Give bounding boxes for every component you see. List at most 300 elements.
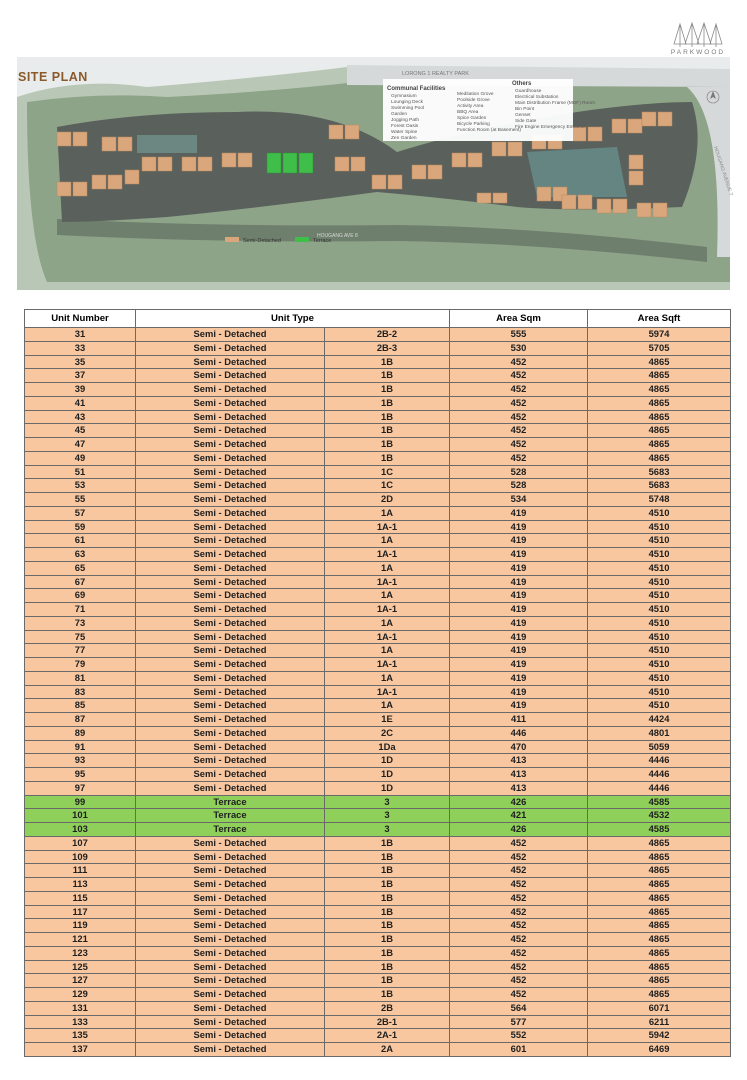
cell-area-sqft: 5683: [588, 465, 731, 479]
cell-unit-type: Semi - Detached: [136, 506, 325, 520]
table-row: [25, 465, 731, 479]
cell-type-code: 2A-1: [325, 1029, 450, 1043]
cell-area-sqm: 452: [450, 850, 588, 864]
cell-unit-type: Semi - Detached: [136, 383, 325, 397]
others-item: Electrical Substation: [515, 95, 559, 100]
cell-unit-type: Semi - Detached: [136, 548, 325, 562]
table-row: [25, 891, 731, 905]
cell-area-sqft: 4865: [588, 946, 731, 960]
cell-area-sqm: 419: [450, 534, 588, 548]
table-row: [25, 933, 731, 947]
cell-area-sqm: 555: [450, 328, 588, 342]
cell-unit-number: 35: [25, 355, 136, 369]
cell-area-sqm: 601: [450, 1043, 588, 1057]
cell-unit-number: 67: [25, 575, 136, 589]
cell-area-sqft: 4865: [588, 919, 731, 933]
cell-unit-number: 119: [25, 919, 136, 933]
cell-unit-type: Semi - Detached: [136, 960, 325, 974]
cell-unit-number: 39: [25, 383, 136, 397]
road-right-label: HOUGANG AVENUE 7: [712, 145, 734, 197]
cell-area-sqft: 6071: [588, 1001, 731, 1015]
table-row: [25, 369, 731, 383]
cell-type-code: 2B-2: [325, 328, 450, 342]
cell-area-sqm: 534: [450, 493, 588, 507]
cell-area-sqm: 419: [450, 520, 588, 534]
table-row: [25, 699, 731, 713]
cell-area-sqft: 4865: [588, 424, 731, 438]
cell-area-sqm: 452: [450, 836, 588, 850]
facility-item: Lounging Deck: [391, 100, 424, 105]
cell-area-sqm: 452: [450, 355, 588, 369]
cell-area-sqft: 6469: [588, 1043, 731, 1057]
cell-type-code: 1D: [325, 754, 450, 768]
cell-area-sqm: 446: [450, 726, 588, 740]
cell-unit-number: 47: [25, 438, 136, 452]
table-row: [25, 919, 731, 933]
cell-unit-number: 103: [25, 823, 136, 837]
cell-unit-number: 83: [25, 685, 136, 699]
cell-area-sqft: 4532: [588, 809, 731, 823]
cell-area-sqm: 421: [450, 809, 588, 823]
cell-area-sqm: 452: [450, 383, 588, 397]
cell-area-sqm: 419: [450, 699, 588, 713]
table-row: [25, 905, 731, 919]
cell-area-sqm: 528: [450, 479, 588, 493]
cell-area-sqm: 452: [450, 891, 588, 905]
cell-area-sqm: 413: [450, 754, 588, 768]
cell-unit-number: 61: [25, 534, 136, 548]
cell-unit-type: Semi - Detached: [136, 685, 325, 699]
cell-area-sqm: 452: [450, 905, 588, 919]
cell-unit-type: Semi - Detached: [136, 369, 325, 383]
cell-type-code: 1B: [325, 905, 450, 919]
cell-unit-type: Semi - Detached: [136, 726, 325, 740]
cell-area-sqft: 5059: [588, 740, 731, 754]
table-row: [25, 424, 731, 438]
others-item: Fire Engine Emergency Entrance: [515, 125, 586, 130]
cell-unit-type: Semi - Detached: [136, 836, 325, 850]
cell-unit-number: 65: [25, 561, 136, 575]
cell-unit-type: Semi - Detached: [136, 520, 325, 534]
cell-unit-type: Semi - Detached: [136, 781, 325, 795]
cell-area-sqft: 5748: [588, 493, 731, 507]
cell-unit-type: Semi - Detached: [136, 878, 325, 892]
cell-type-code: 1A: [325, 699, 450, 713]
unit-table: [24, 309, 731, 1057]
cell-type-code: 1B: [325, 438, 450, 452]
cell-unit-number: 133: [25, 1015, 136, 1029]
cell-unit-type: Semi - Detached: [136, 974, 325, 988]
cell-area-sqm: 452: [450, 878, 588, 892]
cell-unit-number: 85: [25, 699, 136, 713]
cell-unit-number: 77: [25, 644, 136, 658]
cell-type-code: 1A: [325, 534, 450, 548]
table-row: [25, 396, 731, 410]
table-row: [25, 534, 731, 548]
table-row: [25, 781, 731, 795]
cell-area-sqm: 452: [450, 974, 588, 988]
table-row: [25, 850, 731, 864]
table-row: [25, 754, 731, 768]
cell-type-code: 1B: [325, 946, 450, 960]
cell-area-sqm: 452: [450, 988, 588, 1002]
cell-area-sqft: 4446: [588, 781, 731, 795]
cell-area-sqft: 5705: [588, 341, 731, 355]
header-area-sqm: Area Sqm: [450, 310, 588, 328]
cell-type-code: 1B: [325, 933, 450, 947]
facility-item: Forest Oasis: [391, 124, 419, 129]
cell-area-sqm: 452: [450, 960, 588, 974]
cell-unit-type: Semi - Detached: [136, 713, 325, 727]
cell-unit-type: Semi - Detached: [136, 396, 325, 410]
cell-unit-number: 75: [25, 630, 136, 644]
cell-unit-type: Semi - Detached: [136, 561, 325, 575]
cell-area-sqm: 419: [450, 589, 588, 603]
table-row: [25, 603, 731, 617]
cell-unit-type: Semi - Detached: [136, 1043, 325, 1057]
cell-unit-number: 131: [25, 1001, 136, 1015]
table-row: [25, 506, 731, 520]
cell-type-code: 1A-1: [325, 575, 450, 589]
cell-unit-number: 89: [25, 726, 136, 740]
cell-unit-number: 41: [25, 396, 136, 410]
cell-type-code: 1B: [325, 974, 450, 988]
page-title: SITE PLAN: [18, 70, 88, 84]
cell-area-sqft: 4446: [588, 768, 731, 782]
table-row: [25, 878, 731, 892]
cell-unit-number: 123: [25, 946, 136, 960]
cell-unit-type: Semi - Detached: [136, 438, 325, 452]
table-row: [25, 589, 731, 603]
cell-type-code: 1D: [325, 768, 450, 782]
table-row: [25, 1001, 731, 1015]
cell-unit-type: Semi - Detached: [136, 1001, 325, 1015]
cell-unit-type: Semi - Detached: [136, 864, 325, 878]
cell-unit-number: 101: [25, 809, 136, 823]
cell-type-code: 1B: [325, 960, 450, 974]
cell-area-sqm: 452: [450, 933, 588, 947]
table-row: [25, 671, 731, 685]
cell-unit-number: 109: [25, 850, 136, 864]
table-row: [25, 726, 731, 740]
cell-unit-number: 33: [25, 341, 136, 355]
cell-area-sqft: 5683: [588, 479, 731, 493]
cell-unit-type: Semi - Detached: [136, 410, 325, 424]
cell-unit-type: Semi - Detached: [136, 933, 325, 947]
cell-area-sqm: 419: [450, 685, 588, 699]
cell-unit-number: 99: [25, 795, 136, 809]
legend-semi-label: Semi-Detached: [243, 238, 281, 244]
cell-type-code: 3: [325, 795, 450, 809]
cell-area-sqft: 4865: [588, 369, 731, 383]
table-row: [25, 328, 731, 342]
cell-area-sqm: 419: [450, 548, 588, 562]
cell-area-sqft: 4865: [588, 988, 731, 1002]
cell-area-sqft: 4865: [588, 878, 731, 892]
table-row: [25, 438, 731, 452]
others-item: Main Distribution Frame (MDF) Room: [515, 101, 595, 106]
cell-unit-type: Semi - Detached: [136, 658, 325, 672]
cell-type-code: 3: [325, 809, 450, 823]
cell-area-sqft: 4865: [588, 864, 731, 878]
cell-type-code: 1B: [325, 369, 450, 383]
table-row: [25, 479, 731, 493]
cell-unit-type: Semi - Detached: [136, 740, 325, 754]
cell-unit-number: 135: [25, 1029, 136, 1043]
cell-type-code: 1B: [325, 864, 450, 878]
cell-area-sqm: 419: [450, 671, 588, 685]
cell-type-code: 1C: [325, 479, 450, 493]
cell-area-sqft: 4510: [588, 575, 731, 589]
cell-area-sqm: 452: [450, 919, 588, 933]
cell-area-sqm: 452: [450, 946, 588, 960]
cell-area-sqm: 452: [450, 864, 588, 878]
facility-item: Gymnasium: [391, 94, 417, 99]
cell-type-code: 1A-1: [325, 658, 450, 672]
cell-unit-type: Semi - Detached: [136, 754, 325, 768]
cell-area-sqm: 452: [450, 410, 588, 424]
cell-area-sqm: 470: [450, 740, 588, 754]
cell-area-sqft: 4585: [588, 823, 731, 837]
communal-title: Communal Facilities: [387, 86, 446, 92]
cell-unit-number: 49: [25, 451, 136, 465]
cell-type-code: 1B: [325, 988, 450, 1002]
legend-terrace-swatch: [295, 237, 309, 242]
cell-unit-number: 69: [25, 589, 136, 603]
cell-area-sqft: 4510: [588, 630, 731, 644]
cell-area-sqm: 452: [450, 369, 588, 383]
header-unit-type: Unit Type: [136, 310, 450, 328]
table-row: [25, 713, 731, 727]
table-row: [25, 451, 731, 465]
cell-area-sqft: 4865: [588, 960, 731, 974]
cell-type-code: 2A: [325, 1043, 450, 1057]
facility-item: Water Spine: [391, 130, 418, 135]
legend-terrace-label: Terrace: [313, 238, 332, 244]
cell-area-sqft: 4865: [588, 836, 731, 850]
cell-type-code: 1C: [325, 465, 450, 479]
table-row: [25, 383, 731, 397]
cell-unit-type: Semi - Detached: [136, 988, 325, 1002]
cell-area-sqm: 564: [450, 1001, 588, 1015]
cell-unit-number: 127: [25, 974, 136, 988]
cell-area-sqft: 4510: [588, 534, 731, 548]
cell-area-sqm: 577: [450, 1015, 588, 1029]
cell-area-sqm: 419: [450, 658, 588, 672]
table-row: [25, 410, 731, 424]
cell-unit-number: 91: [25, 740, 136, 754]
table-row: [25, 864, 731, 878]
others-item: Side Gate: [515, 119, 537, 124]
cell-type-code: 1B: [325, 424, 450, 438]
cell-area-sqm: 419: [450, 644, 588, 658]
facility-item: Garden: [391, 112, 407, 117]
cell-unit-type: Semi - Detached: [136, 603, 325, 617]
cell-type-code: 1B: [325, 355, 450, 369]
facility-item: Activity Area: [457, 104, 484, 109]
cell-unit-number: 129: [25, 988, 136, 1002]
cell-area-sqft: 4865: [588, 933, 731, 947]
table-row: [25, 809, 731, 823]
cell-unit-number: 87: [25, 713, 136, 727]
cell-area-sqm: 530: [450, 341, 588, 355]
cell-unit-type: Semi - Detached: [136, 328, 325, 342]
cell-unit-type: Semi - Detached: [136, 589, 325, 603]
cell-unit-type: Terrace: [136, 823, 325, 837]
cell-area-sqft: 4865: [588, 905, 731, 919]
cell-area-sqft: 4510: [588, 506, 731, 520]
cell-unit-type: Semi - Detached: [136, 630, 325, 644]
cell-type-code: 1B: [325, 451, 450, 465]
cell-type-code: 1A-1: [325, 685, 450, 699]
cell-unit-number: 137: [25, 1043, 136, 1057]
cell-unit-type: Semi - Detached: [136, 946, 325, 960]
cell-area-sqm: 426: [450, 795, 588, 809]
cell-type-code: 1B: [325, 891, 450, 905]
cell-area-sqft: 4801: [588, 726, 731, 740]
cell-area-sqft: 4865: [588, 355, 731, 369]
cell-unit-number: 37: [25, 369, 136, 383]
cell-area-sqft: 5942: [588, 1029, 731, 1043]
cell-area-sqm: 452: [450, 396, 588, 410]
cell-area-sqft: 4510: [588, 589, 731, 603]
table-row: [25, 548, 731, 562]
cell-type-code: 2B: [325, 1001, 450, 1015]
cell-area-sqm: 452: [450, 451, 588, 465]
cell-area-sqft: 4865: [588, 396, 731, 410]
table-row: [25, 795, 731, 809]
cell-area-sqm: 426: [450, 823, 588, 837]
cell-unit-number: 117: [25, 905, 136, 919]
cell-unit-number: 79: [25, 658, 136, 672]
facility-item: Function Room (at Basement): [457, 128, 521, 133]
table-row: [25, 520, 731, 534]
cell-unit-number: 59: [25, 520, 136, 534]
cell-type-code: 1B: [325, 836, 450, 850]
cell-type-code: 1Da: [325, 740, 450, 754]
table-row: [25, 644, 731, 658]
cell-type-code: 1A: [325, 616, 450, 630]
cell-type-code: 1B: [325, 396, 450, 410]
cell-area-sqm: 419: [450, 506, 588, 520]
cell-unit-number: 55: [25, 493, 136, 507]
cell-area-sqft: 4510: [588, 548, 731, 562]
table-row: [25, 1043, 731, 1057]
facility-item: Zen Garden: [391, 136, 417, 141]
facility-item: Poolside Grove: [457, 98, 490, 103]
cell-unit-type: Semi - Detached: [136, 891, 325, 905]
facility-item: Meditation Grove: [457, 92, 494, 97]
cell-unit-type: Semi - Detached: [136, 1029, 325, 1043]
cell-unit-number: 95: [25, 768, 136, 782]
cell-type-code: 1B: [325, 919, 450, 933]
table-row: [25, 768, 731, 782]
cell-area-sqft: 4865: [588, 451, 731, 465]
table-row: [25, 836, 731, 850]
cell-area-sqft: 4510: [588, 644, 731, 658]
table-row: [25, 740, 731, 754]
cell-area-sqm: 419: [450, 616, 588, 630]
road-bottom-label: HOUGANG AVE 8: [317, 233, 358, 239]
table-row: [25, 1029, 731, 1043]
table-row: [25, 1015, 731, 1029]
cell-type-code: 2C: [325, 726, 450, 740]
cell-area-sqm: 452: [450, 424, 588, 438]
cell-area-sqft: 4865: [588, 891, 731, 905]
cell-area-sqft: 4510: [588, 561, 731, 575]
cell-unit-type: Semi - Detached: [136, 534, 325, 548]
pine-trees-icon: [672, 22, 724, 48]
cell-unit-number: 51: [25, 465, 136, 479]
cell-area-sqm: 419: [450, 575, 588, 589]
cell-unit-number: 121: [25, 933, 136, 947]
cell-area-sqft: 4510: [588, 616, 731, 630]
table-row: [25, 960, 731, 974]
table-row: [25, 685, 731, 699]
cell-area-sqm: 413: [450, 781, 588, 795]
table-row: [25, 616, 731, 630]
cell-area-sqm: 552: [450, 1029, 588, 1043]
cell-area-sqft: 4510: [588, 658, 731, 672]
cell-type-code: 1A: [325, 506, 450, 520]
cell-unit-type: Semi - Detached: [136, 616, 325, 630]
cell-unit-type: Semi - Detached: [136, 699, 325, 713]
cell-area-sqft: 4865: [588, 974, 731, 988]
others-title: Others: [512, 81, 532, 87]
table-row: [25, 946, 731, 960]
table-row: [25, 341, 731, 355]
cell-unit-type: Semi - Detached: [136, 905, 325, 919]
cell-unit-number: 107: [25, 836, 136, 850]
cell-unit-number: 53: [25, 479, 136, 493]
others-item: Genset: [515, 113, 531, 118]
table-row: [25, 630, 731, 644]
table-row: [25, 658, 731, 672]
cell-type-code: 1A-1: [325, 548, 450, 562]
cell-type-code: 1B: [325, 878, 450, 892]
cell-unit-type: Semi - Detached: [136, 768, 325, 782]
cell-unit-number: 97: [25, 781, 136, 795]
cell-area-sqft: 4510: [588, 685, 731, 699]
brand-name: PARKWOOD: [670, 49, 726, 56]
cell-unit-number: 115: [25, 891, 136, 905]
cell-type-code: 2B-1: [325, 1015, 450, 1029]
table-row: [25, 493, 731, 507]
cell-unit-number: 113: [25, 878, 136, 892]
cell-area-sqm: 452: [450, 438, 588, 452]
cell-type-code: 1B: [325, 850, 450, 864]
site-plan-map: [17, 57, 734, 290]
cell-unit-type: Semi - Detached: [136, 465, 325, 479]
cell-type-code: 1B: [325, 410, 450, 424]
table-row: [25, 575, 731, 589]
facility-item: Swimming Pool: [391, 106, 425, 111]
cell-unit-number: 63: [25, 548, 136, 562]
cell-unit-number: 57: [25, 506, 136, 520]
cell-unit-type: Semi - Detached: [136, 644, 325, 658]
cell-unit-type: Semi - Detached: [136, 919, 325, 933]
cell-area-sqft: 4510: [588, 699, 731, 713]
cell-area-sqft: 4424: [588, 713, 731, 727]
others-item: Bin Point: [515, 107, 535, 112]
table-header-row: [25, 310, 731, 328]
cell-area-sqft: 4865: [588, 383, 731, 397]
cell-area-sqft: 4510: [588, 671, 731, 685]
cell-type-code: 1A: [325, 561, 450, 575]
cell-unit-type: Semi - Detached: [136, 575, 325, 589]
cell-unit-number: 81: [25, 671, 136, 685]
facility-item: Spice Garden: [457, 116, 487, 121]
